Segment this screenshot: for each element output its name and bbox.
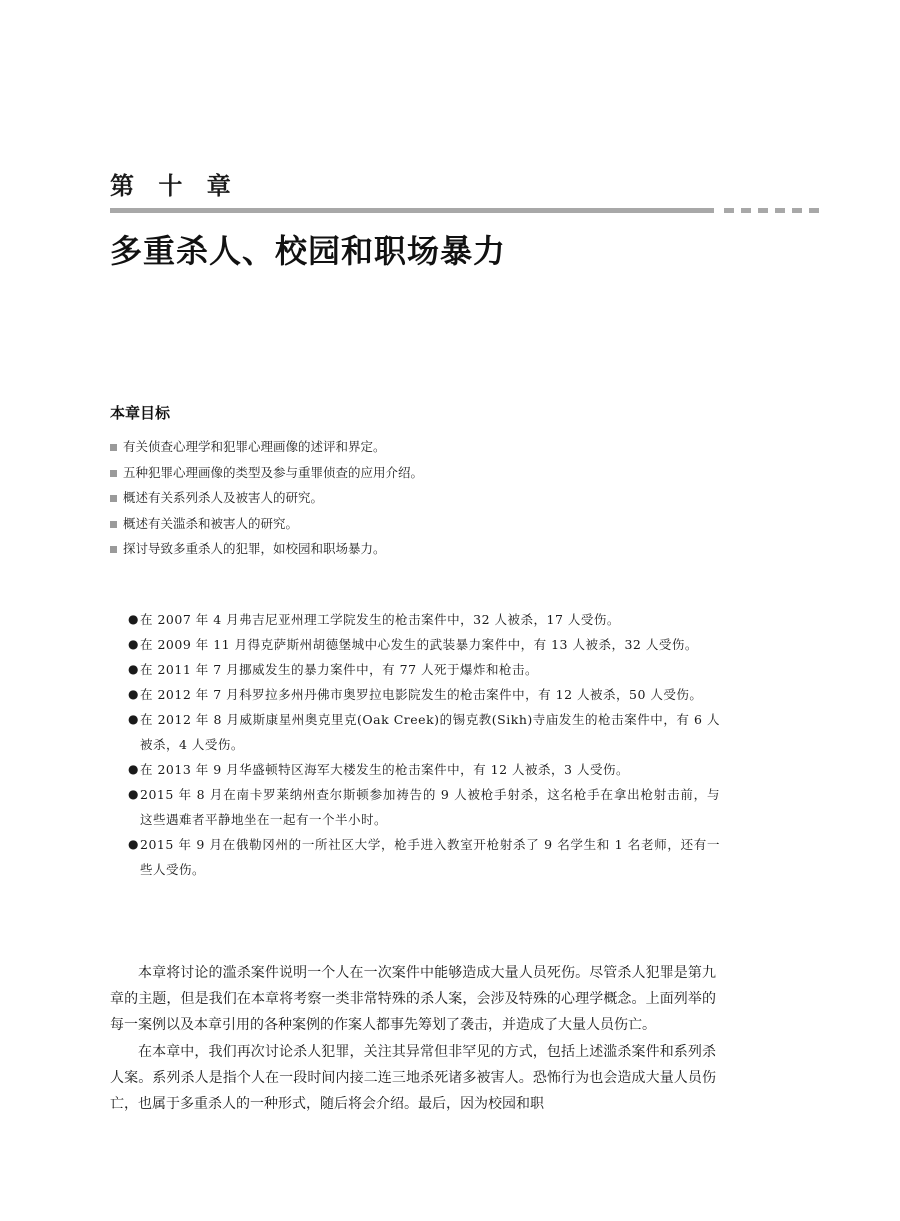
case-item: ● 在 2012 年 7 月科罗拉多州丹佛市奥罗拉电影院发生的枪击案件中，有 12 人被杀，50 人受伤。 [128,682,720,707]
bullet-icon: ● [128,637,139,651]
bullet-icon: ● [128,687,139,701]
chapter-label: 第 十 章 [110,171,239,200]
square-bullet-icon [110,444,117,451]
chapter-rule-dashes [724,208,828,213]
bullet-icon: ● [128,787,139,801]
body-text [110,960,716,1117]
square-bullet-icon [110,495,117,502]
case-item: ● 在 2012 年 8 月威斯康星州奥克里克(Oak Creek)的锡克教(Sikh)寺庙发生的枪击案件中，有 6 人被杀，4 人受伤。 [128,707,720,757]
bullet-icon: ● [128,762,139,776]
body-paragraph: 本章将讨论的滥杀案件说明一个人在一次案件中能够造成大量人员死伤。尽管杀人犯罪是第九章的主题，但是我们在本章将考察一类非常特殊的杀人案，会涉及特殊的心理学概念。上面列举的每一案例以及本章引用的各种案例的作案人都事先筹划了袭击，并造成了大量人员伤亡。 [110,965,716,1034]
square-bullet-icon [110,521,117,528]
square-bullet-icon [110,546,117,553]
chapter-title: 多重杀人、校园和职场暴力 [110,232,507,270]
case-item: ● 在 2011 年 7 月挪威发生的暴力案件中，有 77 人死于爆炸和枪击。 [128,657,720,682]
case-item: ● 在 2007 年 4 月弗吉尼亚州理工学院发生的枪击案件中，32 人被杀，17 人受伤。 [128,607,720,632]
objectives-list [110,437,423,565]
case-item: ● 2015 年 9 月在俄勒冈州的一所社区大学，枪手进入教室开枪射杀了 9 名学生和 1 名老师，还有一些人受伤。 [128,832,720,882]
bullet-icon: ● [128,612,139,626]
objective-item: 概述有关滥杀和被害人的研究。 [110,514,423,540]
bullet-icon: ● [128,712,139,726]
objective-item: 探讨导致多重杀人的犯罪，如校园和职场暴力。 [110,539,423,565]
body-paragraph: 在本章中，我们再次讨论杀人犯罪，关注其异常但非罕见的方式，包括上述滥杀案件和系列杀人案。系列杀人是指个人在一段时间内接二连三地杀死诸多被害人。恐怖行为也会造成大量人员伤亡，也属于多重杀人的一种形式，随后将会介绍。最后，因为校园和职 [110,1043,716,1113]
case-item: ● 在 2013 年 9 月华盛顿特区海军大楼发生的枪击案件中，有 12 人被杀，3 人受伤。 [128,757,720,782]
objective-item: 有关侦查心理学和犯罪心理画像的述评和界定。 [110,437,423,463]
objective-item: 五种犯罪心理画像的类型及参与重罪侦查的应用介绍。 [110,463,423,489]
case-item: ● 在 2009 年 11 月得克萨斯州胡德堡城中心发生的武装暴力案件中，有 13 人被杀，32 人受伤。 [128,632,720,657]
case-list [128,607,720,882]
objectives-heading: 本章目标 [110,404,171,422]
bullet-icon: ● [128,837,139,851]
objective-item: 概述有关系列杀人及被害人的研究。 [110,488,423,514]
case-item: ● 2015 年 8 月在南卡罗莱纳州查尔斯顿参加祷告的 9 人被枪手射杀，这名枪手在拿出枪射击前，与这些遇难者平静地坐在一起有一个半小时。 [128,782,720,832]
square-bullet-icon [110,470,117,477]
chapter-rule [110,208,714,213]
bullet-icon: ● [128,662,139,676]
